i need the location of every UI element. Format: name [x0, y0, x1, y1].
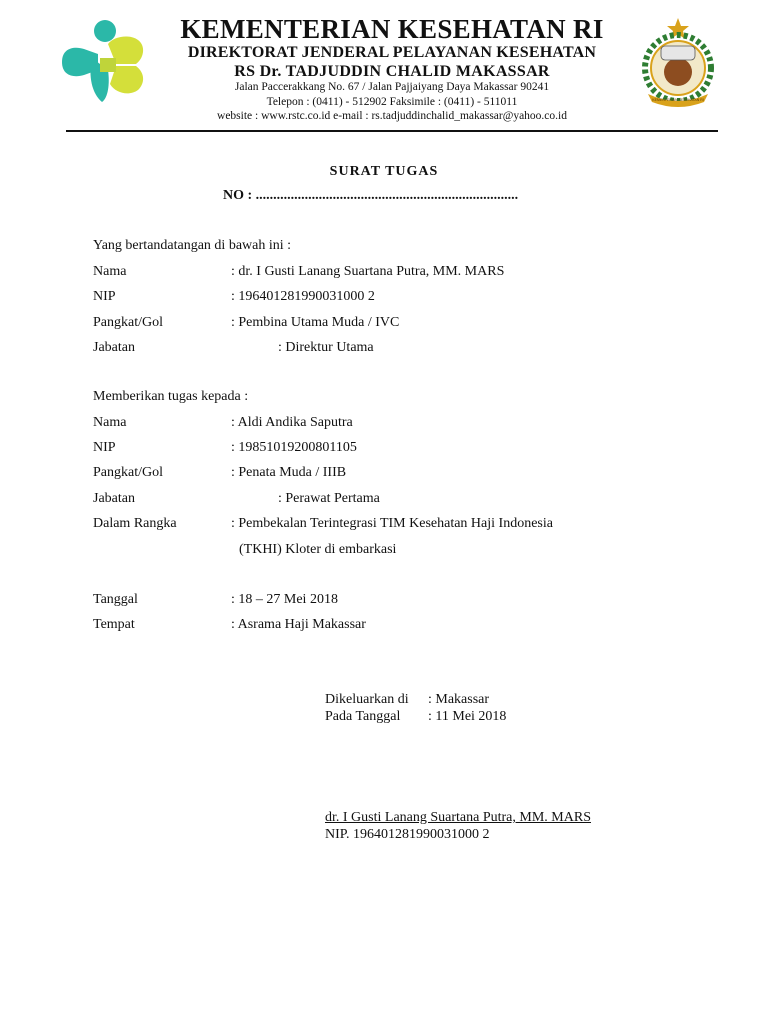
issued-date-value: : 11 Mei 2018 — [428, 709, 507, 724]
date-label: Tanggal — [93, 592, 138, 607]
place-label: Tempat — [93, 617, 135, 632]
signer-position-label: Jabatan — [93, 340, 135, 355]
ministry-name: KEMENTERIAN KESEHATAN RI — [180, 14, 604, 44]
hospital-name: RS Dr. TADJUDDIN CHALID MAKASSAR — [234, 63, 550, 80]
assignee-name-label: Nama — [93, 415, 127, 430]
signer-name-value: : dr. I Gusti Lanang Suartana Putra, MM. MARS — [231, 264, 505, 279]
assignee-nip-label: NIP — [93, 440, 116, 455]
signer-position-value: : Direktur Utama — [278, 340, 374, 355]
hospital-emblem — [634, 16, 722, 108]
signer-nip-label: NIP — [93, 289, 116, 304]
letter-number: NO : ........................................................................... — [223, 188, 519, 203]
contact-line: website : www.rstc.co.id e-mail : rs.tadjuddinchalid_makassar@yahoo.co.id — [217, 110, 567, 122]
assignee-rank-label: Pangkat/Gol — [93, 465, 163, 480]
directorate-name: DIREKTORAT JENDERAL PELAYANAN KESEHATAN — [187, 44, 597, 61]
date-value: : 18 – 27 Mei 2018 — [231, 592, 338, 607]
assignee-rank-value: : Penata Muda / IIIB — [231, 465, 347, 480]
phone-line: Telepon : (0411) - 512902 Faksimile : (0411) - 511011 — [266, 96, 518, 108]
emblem-text: KEMENTERIAN KESEHATAN RI — [652, 98, 704, 102]
signer-rank-label: Pangkat/Gol — [93, 315, 163, 330]
address-line: Jalan Paccerakkang No. 67 / Jalan Pajjaiyang Daya Makassar 90241 — [234, 81, 550, 93]
assignee-nip-value: : 19851019200801105 — [231, 440, 357, 455]
signer-name-label: Nama — [93, 264, 127, 279]
assignee-position-value: : Perawat Pertama — [278, 491, 380, 506]
signer-nip-value: : 196401281990031000 2 — [231, 289, 375, 304]
issued-date-label: Pada Tanggal — [325, 709, 401, 724]
issued-place-value: : Makassar — [428, 692, 490, 707]
letter-title: SURAT TUGAS — [329, 164, 439, 179]
assignment-purpose-value: : Pembekalan Terintegrasi TIM Kesehatan Haji Indonesia — [231, 516, 553, 531]
signature-name: dr. I Gusti Lanang Suartana Putra, MM. MARS — [325, 810, 591, 825]
assignee-name-value: : Aldi Andika Saputra — [231, 415, 353, 430]
place-value: : Asrama Haji Makassar — [231, 617, 366, 632]
assignee-intro: Memberikan tugas kepada : — [93, 389, 249, 404]
assignee-position-label: Jabatan — [93, 491, 135, 506]
assignment-purpose-label: Dalam Rangka — [93, 516, 177, 531]
issued-place-label: Dikeluarkan di — [325, 692, 409, 707]
signer-intro: Yang bertandatangan di bawah ini : — [93, 238, 292, 253]
assignment-purpose-continuation: (TKHI) Kloter di embarkasi — [239, 542, 397, 557]
signer-rank-value: : Pembina Utama Muda / IVC — [231, 315, 400, 330]
header-divider — [66, 130, 718, 132]
signature-nip: NIP. 196401281990031000 2 — [325, 827, 490, 842]
kemenkes-logo — [58, 18, 150, 104]
